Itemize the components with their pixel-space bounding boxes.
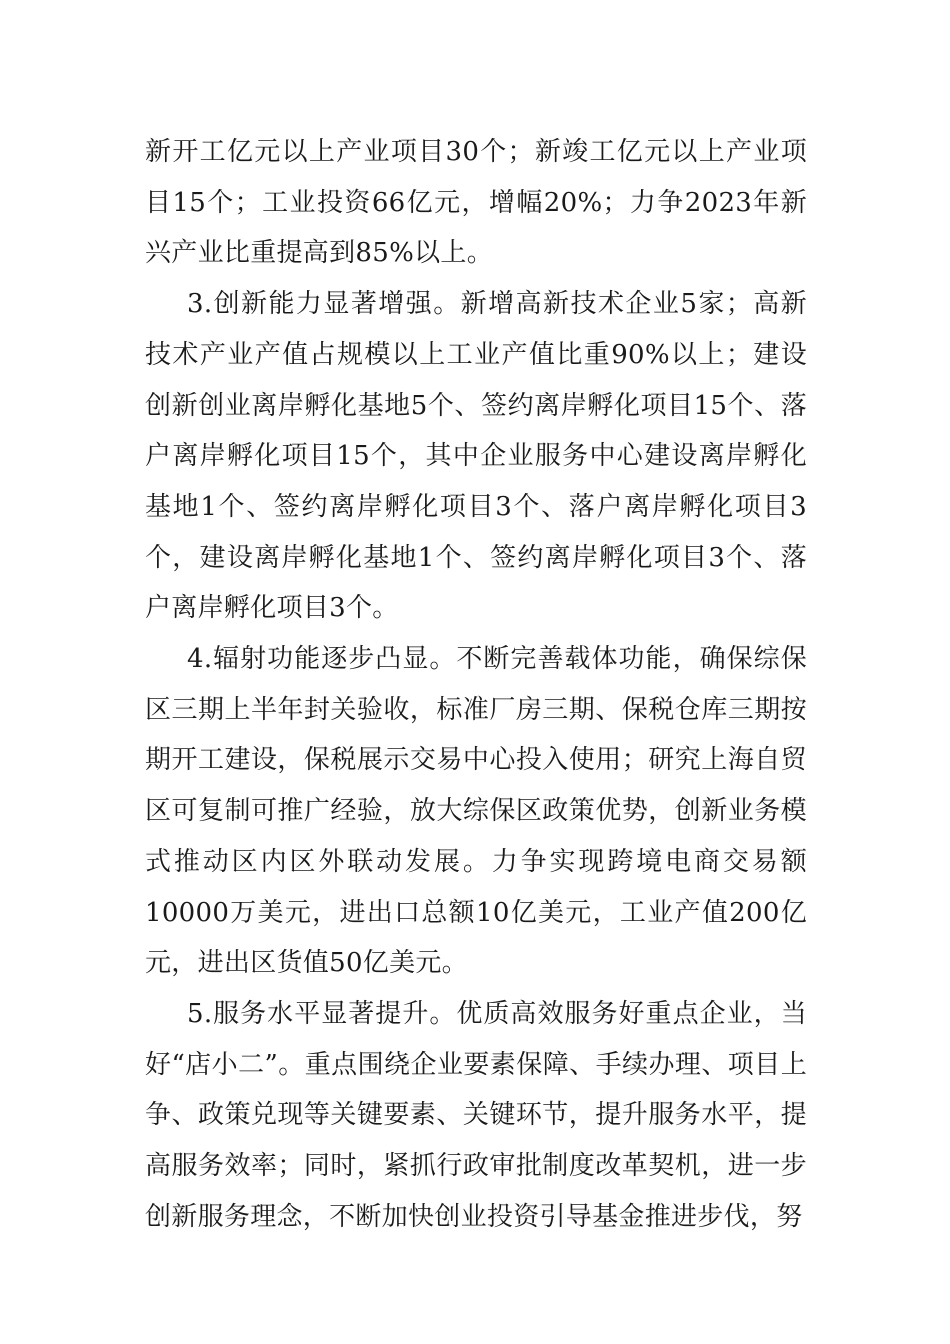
paragraph-radiation: 4.辐射功能逐步凸显。不断完善载体功能，确保综保区三期上半年封关验收，标准厂房三期、保税仓库三期按期开工建设，保税展示交易中心投入使用；研究上海自贸区可复制可推广经验，放大综保区政策优势，创新业务模式推动区内区外联动发展。力争实现跨境电商交易额10000万美元，进出口总额10亿美元，工业产值200亿元，进出区货值50亿美元。 <box>145 644 807 979</box>
document-body <box>145 127 807 1242</box>
paragraph-innovation: 3.创新能力显著增强。新增高新技术企业5家；高新技术产业产值占规模以上工业产值比重90%以上；建设创新创业离岸孵化基地5个、签约离岸孵化项目15个、落户离岸孵化项目15个，其中企业服务中心建设离岸孵化基地1个、签约离岸孵化项目3个、落户离岸孵化项目3个，建设离岸孵化基地1个、签约离岸孵化项目3个、落户离岸孵化项目3个。 <box>145 289 807 624</box>
paragraph-service: 5.服务水平显著提升。优质高效服务好重点企业，当好“店小二”。重点围绕企业要素保障、手续办理、项目上争、政策兑现等关键要素、关键环节，提升服务水平，提高服务效率；同时，紧抓行政审批制度改革契机，进一步创新服务理念，不断加快创业投资引导基金推进步伐，努 <box>145 998 807 1232</box>
paragraph-continued: 新开工亿元以上产业项目30个；新竣工亿元以上产业项目15个；工业投资66亿元，增幅20%；力争2023年新兴产业比重提高到85%以上。 <box>145 137 807 269</box>
